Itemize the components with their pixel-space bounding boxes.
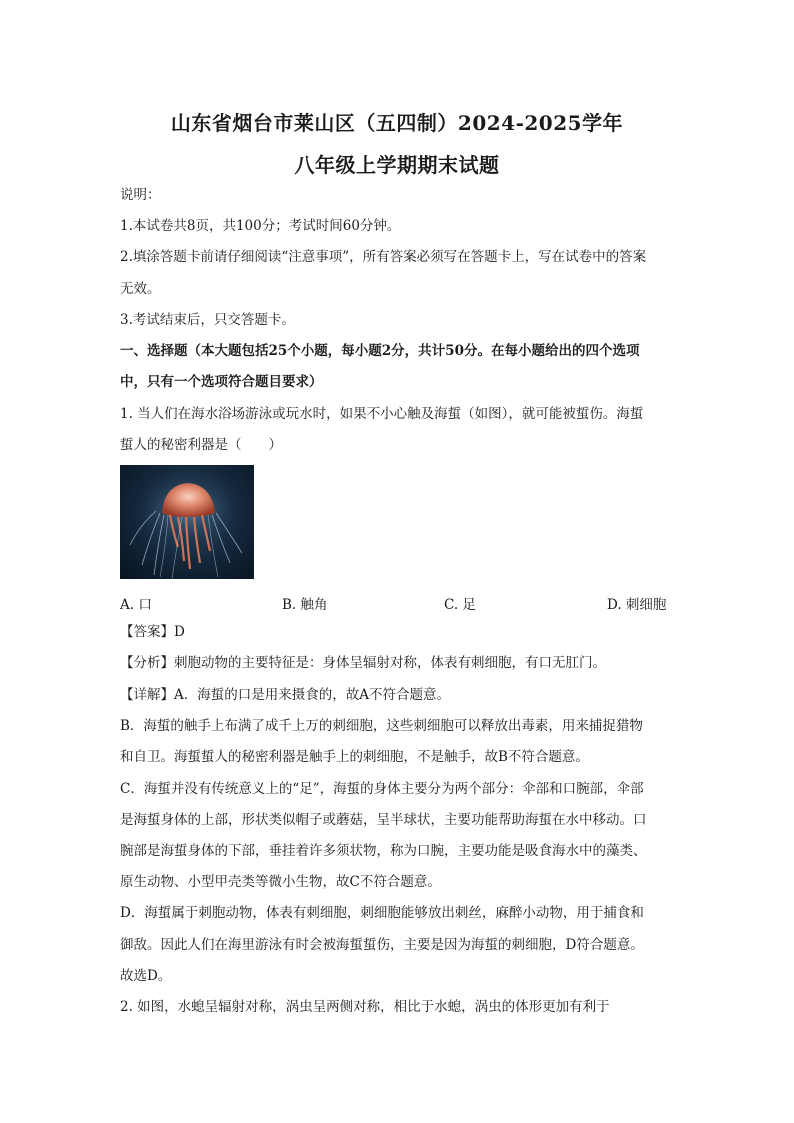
detail-line: 是海蜇身体的上部，形状类似帽子或蘑菇，呈半球状，主要功能帮助海蜇在水中移动。口	[120, 812, 647, 828]
option-c: C. 足	[444, 597, 476, 613]
instruction-item-2-line-b: 无效。	[120, 281, 161, 297]
exam-title-line2: 八年级上学期期末试题	[294, 153, 500, 177]
detail-line: B．海蜇的触手上布满了成千上万的刺细胞，这些刺细胞可以释放出毒素，用来捕捉猎物	[120, 718, 643, 734]
instruction-item-2-line-a: 2.填涂答题卡前请仔细阅读“注意事项”，所有答案必须写在答题卡上，写在试卷中的答案	[120, 249, 647, 265]
section-heading-line-a: 一、选择题（本大题包括25个小题，每小题2分，共计50分。在每小题给出的四个选项	[120, 343, 640, 359]
detail-line: 原生动物、小型甲壳类等微小生物，故C不符合题意。	[120, 874, 441, 890]
instruction-item-3: 3.考试结束后，只交答题卡。	[120, 312, 295, 328]
detail-line: C．海蜇并没有传统意义上的“足”，海蜇的身体主要分为两个部分：伞部和口腕部，伞部	[120, 781, 644, 797]
option-d: D. 刺细胞	[607, 597, 667, 613]
jellyfish-photo	[120, 465, 254, 579]
option-b: B. 触角	[282, 597, 328, 613]
detail-line: D．海蜇属于刺胞动物，体表有刺细胞，刺细胞能够放出刺丝，麻醉小动物，用于捕食和	[120, 905, 644, 921]
detail-line: 【详解】A．海蜇的口是用来摄食的，故A不符合题意。	[120, 687, 450, 703]
instructions-label: 说明：	[120, 187, 161, 203]
question-1-stem-a: 1. 当人们在海水浴场游泳或玩水时，如果不小心触及海蜇（如图），就可能被蜇伤。海蜇	[120, 406, 644, 422]
analysis-line: 【分析】刺胞动物的主要特征是：身体呈辐射对称，体表有刺细胞，有口无肛门。	[120, 655, 606, 671]
jellyfish-illustration	[120, 465, 254, 579]
section-heading-line-b: 中，只有一个选项符合题目要求）	[120, 374, 323, 390]
detail-line: 腕部是海蜇身体的下部，垂挂着许多须状物，称为口腕，主要功能是吸食海水中的藻类、	[120, 843, 647, 859]
detail-line: 御敌。因此人们在海里游泳有时会被海蜇蜇伤，主要是因为海蜇的刺细胞，D符合题意。	[120, 937, 644, 953]
detail-line: 和自卫。海蜇蜇人的秘密利器是触手上的刺细胞，不是触手，故B不符合题意。	[120, 749, 589, 765]
option-a: A. 口	[120, 597, 152, 613]
exam-title-line1: 山东省烟台市莱山区（五四制）2024-2025学年	[170, 111, 624, 135]
question-2-stem: 2. 如图，水螅呈辐射对称，涡虫呈两侧对称，相比于水螅，涡虫的体形更加有利于	[120, 999, 610, 1015]
answer-line: 【答案】D	[120, 624, 185, 640]
instruction-item-1: 1.本试卷共8页，共100分；考试时间60分钟。	[120, 218, 401, 234]
question-1-stem-b: 蜇人的秘密利器是（ ）	[120, 437, 282, 453]
detail-line: 故选D。	[120, 968, 172, 984]
question-1-options	[120, 593, 680, 611]
